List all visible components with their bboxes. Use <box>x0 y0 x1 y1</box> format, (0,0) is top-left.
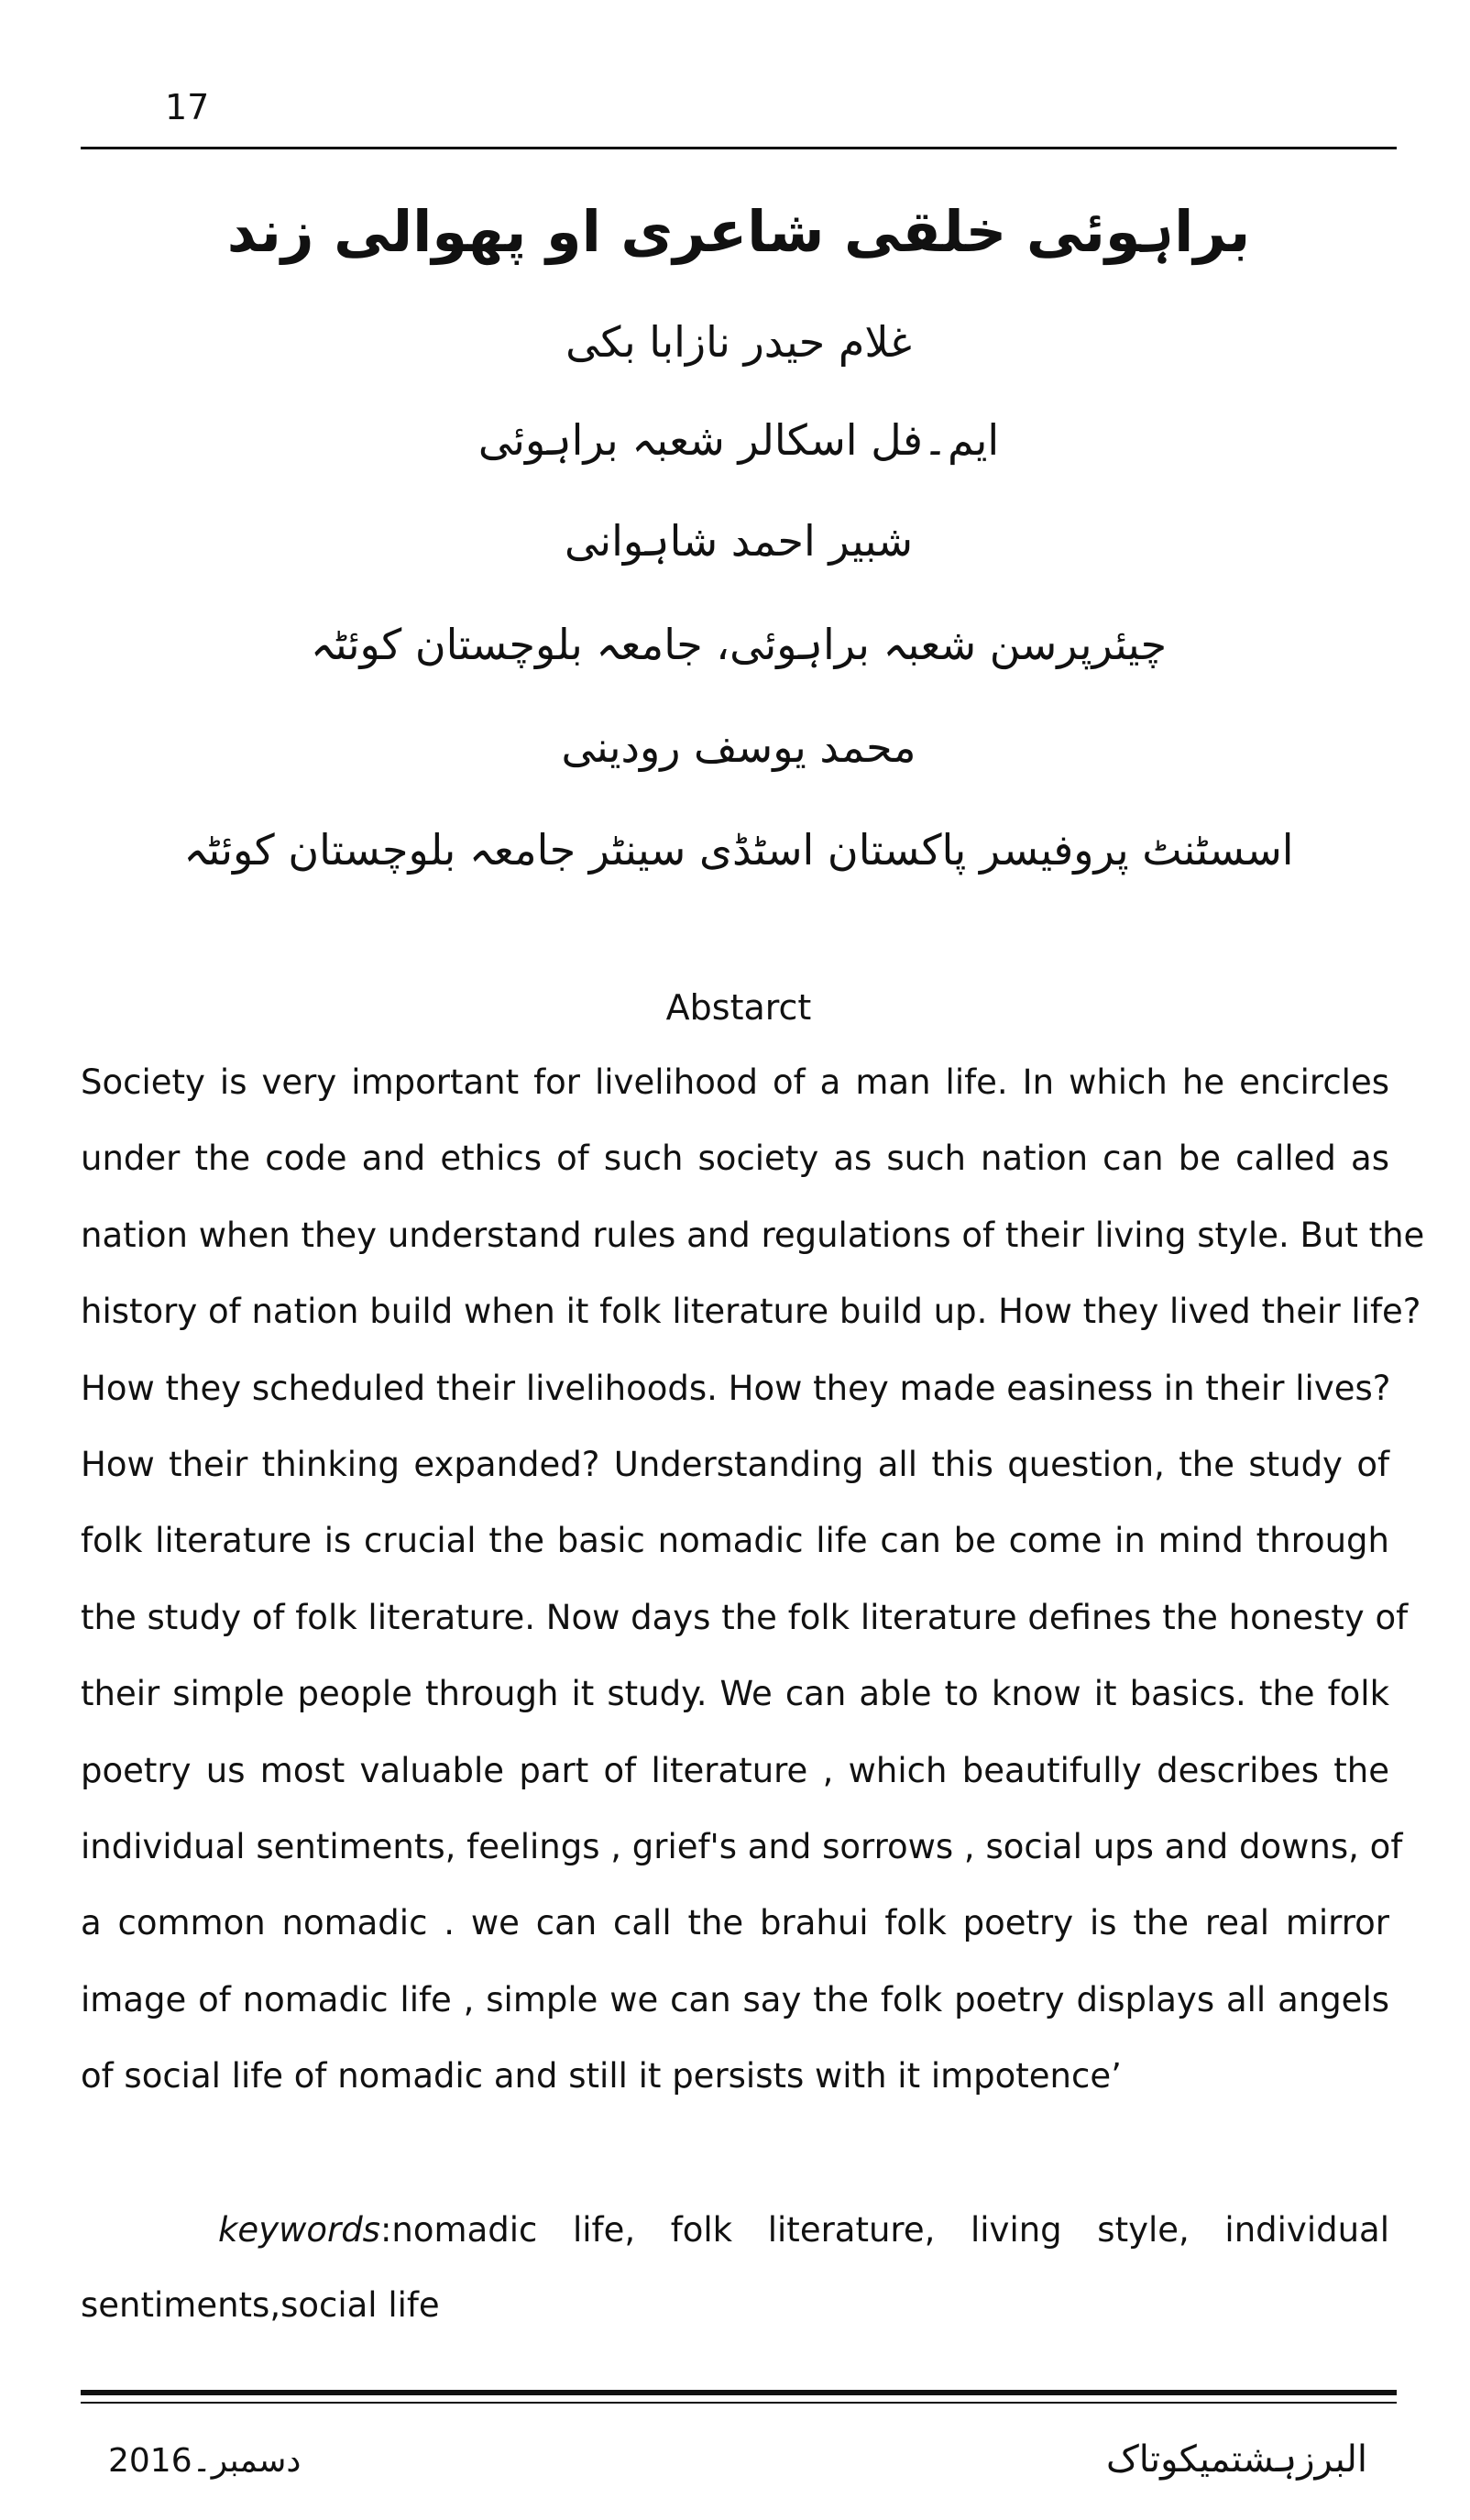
page-number: 17 <box>165 87 210 127</box>
abstract-line: How their thinking expanded? Understanding all this question, the study of <box>81 1445 1389 1485</box>
abstract-line: nation when they understand rules and regulations of their living style. But the <box>81 1215 1425 1255</box>
abstract-line: their simple people through it study. We can able to know it basics. the folk <box>81 1674 1389 1714</box>
abstract-body <box>81 1044 1425 2115</box>
author-affiliation-3: اسسٹنٹ پروفیسر پاکستان اسٹڈی سینٹر جامعہ بلوچستان کوئٹہ <box>183 825 1294 875</box>
keywords-block <box>81 2193 1389 2343</box>
author-affiliation-1: ایم۔فل اسکالر شعبہ براہوئی <box>477 415 1000 465</box>
abstract-line: image of nomadic life , simple we can say the folk poetry displays all angels <box>81 1979 1389 2019</box>
author-name-1: غلام حیدر نازابا بکی <box>565 317 912 367</box>
keywords-text-1: :nomadic life, folk literature, living style, individual <box>379 2210 1389 2250</box>
keywords-line-1 <box>81 2193 1389 2268</box>
author-affiliation-2: چیئرپرسن شعبہ براہوئی، جامعہ بلوچستان کوئٹہ <box>310 620 1168 669</box>
abstract-line: poetry us most valuable part of literature , which beautifully describes the <box>81 1750 1389 1790</box>
footer-rule-thin <box>81 2402 1397 2404</box>
abstract-line: How they scheduled their livelihoods. How they made easiness in their lives? <box>81 1368 1391 1408</box>
header-rule <box>81 147 1397 149</box>
abstract-line: history of nation build when it folk literature build up. How they lived their life? <box>81 1292 1421 1332</box>
footer-journal-name: البرزہشتمیکوتاک <box>1105 2438 1367 2481</box>
author-name-3: محمد یوسف رودینی <box>561 722 916 772</box>
abstract-line: the study of folk literature. Now days the folk literature defines the honesty of <box>81 1597 1409 1637</box>
article-title: براہوئی خلقی شاعری او پھوالی زند <box>226 198 1251 265</box>
abstract-line: a common nomadic . we can call the brahui folk poetry is the real mirror <box>81 1903 1389 1943</box>
abstract-line: folk literature is crucial the basic nomadic life can be come in mind through <box>81 1521 1389 1561</box>
keywords-line-2: sentiments,social life <box>81 2285 440 2325</box>
abstract-line: of social life of nomadic and still it persists with it impotence’ <box>81 2056 1122 2096</box>
footer-date: دسمبر۔2016 <box>108 2442 302 2480</box>
abstract-line: individual sentiments, feelings , grief's and sorrows , social ups and downs, of <box>81 1827 1403 1867</box>
abstract-line: Society is very important for livelihood of a man life. In which he encircles <box>81 1062 1389 1102</box>
footer-rule-thick <box>81 2390 1397 2395</box>
abstract-line: under the code and ethics of such society as such nation can be called as <box>81 1139 1389 1179</box>
abstract-heading: Abstarct <box>665 987 812 1028</box>
keywords-label: keywords <box>218 2210 380 2250</box>
author-name-2: شبیر احمد شاہوانی <box>564 516 914 566</box>
